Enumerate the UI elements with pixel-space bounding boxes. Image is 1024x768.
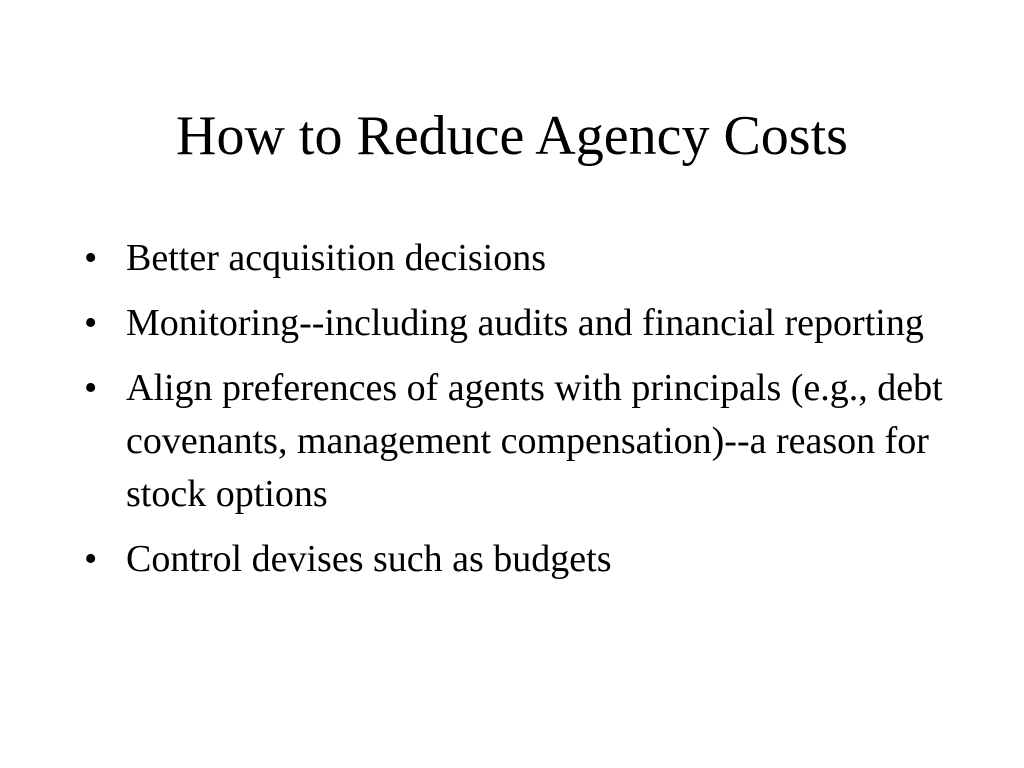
- bullet-marker: •: [84, 302, 98, 344]
- bullet-item: [84, 232, 944, 285]
- bullet-text: Better acquisition decisions: [126, 237, 547, 279]
- bullet-text: Monitoring--including audits and financial reporting: [126, 302, 924, 344]
- bullet-marker: •: [84, 538, 98, 580]
- bullet-text: Control devises such as budgets: [126, 538, 612, 580]
- bullet-text: Align preferences of agents with principals (e.g., debt covenants, management compensation)--a reason for stock options: [126, 367, 943, 515]
- slide-title: How to Reduce Agency Costs: [176, 105, 848, 167]
- bullet-list: [84, 232, 944, 598]
- bullet-item: [84, 297, 944, 350]
- bullet-marker: •: [84, 367, 98, 409]
- bullet-item: [84, 533, 944, 586]
- bullet-item: [84, 362, 944, 521]
- bullet-marker: •: [84, 237, 98, 279]
